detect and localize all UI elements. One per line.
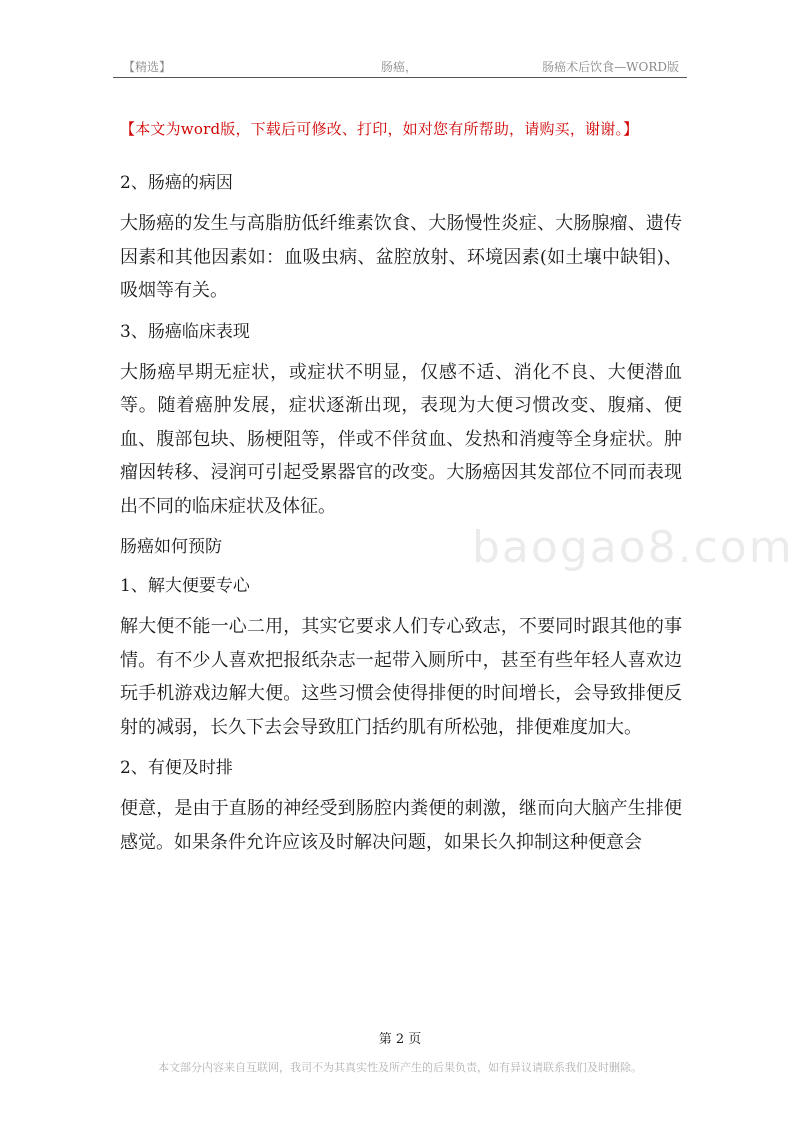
header-right-label: 肠癌术后饮食—WORD版 bbox=[542, 60, 679, 74]
watermark: baogao8.com bbox=[472, 522, 794, 573]
header-center-label: 肠癌， bbox=[381, 60, 418, 74]
section-heading-timely: 2、有便及时排 bbox=[120, 758, 233, 778]
paragraph-causes: 大肠癌的发生与高脂肪低纤维素饮食、大肠慢性炎症、大肠腺瘤、遗传因素和其他因素如：血吸虫病、盆腔放射、环境因素(如土壤中缺钼)、吸烟等有关。 bbox=[120, 213, 682, 301]
section-heading-causes: 2、肠癌的病因 bbox=[120, 173, 233, 193]
page-number: 第 2 页 bbox=[378, 1032, 422, 1047]
section-heading-prevention: 肠癌如何预防 bbox=[120, 537, 222, 557]
section-heading-focus: 1、解大便要专心 bbox=[120, 576, 250, 596]
paragraph-focus: 解大便不能一心二用，其实它要求人们专心致志，不要同时跟其他的事情。有不少人喜欢把报纸杂志一起带入厕所中，甚至有些年轻人喜欢边玩手机游戏边解大便。这些习惯会使得排便的时间增长，会导致排便反射的减弱，长久下去会导致肛门括约肌有所松弛，排便难度加大。 bbox=[120, 616, 682, 738]
section-heading-symptoms: 3、肠癌临床表现 bbox=[120, 321, 250, 342]
page-header bbox=[113, 55, 687, 78]
document-body bbox=[120, 168, 682, 868]
download-notice: 【本文为word版，下载后可修改、打印，如对您有所帮助，请购买，谢谢。】 bbox=[120, 120, 639, 138]
paragraph-timely: 便意，是由于直肠的神经受到肠腔内粪便的刺激，继而向大脑产生排便感觉。如果条件允许应该及时解决问题，如果长久抑制这种便意会 bbox=[120, 798, 682, 853]
page-footer-disclaimer: 本文部分内容来自互联网，我司不为其真实性及所产生的后果负责，如有异议请联系我们及时删除。 bbox=[158, 1061, 642, 1074]
paragraph-symptoms: 大肠癌早期无症状，或症状不明显，仅感不适、消化不良、大便潜血等。随着癌肿发展，症状逐渐出现，表现为大便习惯改变、腹痛、便血、腹部包块、肠梗阻等，伴或不伴贫血、发热和消瘦等全身症状。肿瘤因转移、浸润可引起受累器官的改变。大肠癌因其发部位不同而表现出不同的临床症状及体征。 bbox=[120, 361, 682, 517]
header-left-label: 【精选】 bbox=[123, 60, 172, 74]
